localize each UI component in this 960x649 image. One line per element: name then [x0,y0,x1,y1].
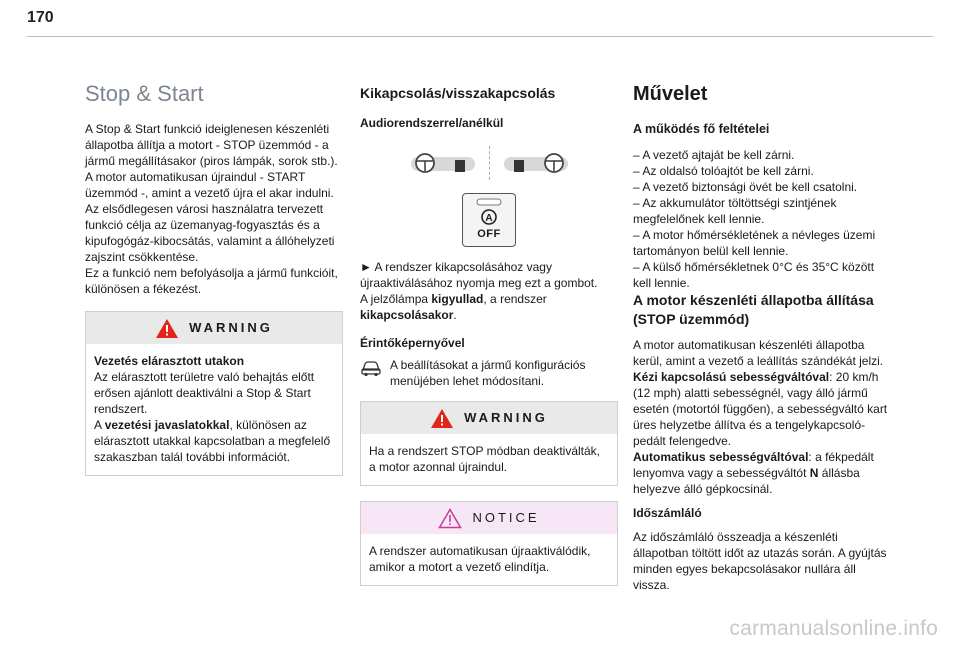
warning-title: WARNING [189,320,273,335]
section-title-deactivation: Kikapcsolás/visszakapcsolás [360,85,556,101]
automatic-gearbox-text: Automatikus sebességváltóval: a fékpedált lenyomva vagy a sebességváltót N állásba helyezve álló gépkocsinál. [633,450,874,496]
stop-start-off-button-illustration [360,193,618,247]
icon-separator [489,146,490,180]
stop-start-off-button[interactable] [462,193,516,247]
steering-wheel-left-icon [409,149,477,177]
condition-item: – A vezető ajtaját be kell zárni. [633,148,795,162]
stop-mode-title: A motor készenléti állapotba állítása (STOP üzemmód) [633,292,874,327]
warning-triangle-icon [430,408,454,429]
off-label: OFF [477,228,501,240]
condition-item: – A vezető biztonsági övét be kell csatolni. [633,180,858,194]
section-title-stop-start: Stop & Start [85,81,204,106]
section-title-operation: Művelet [633,83,708,105]
timer-title: Időszámláló [633,506,702,520]
warning-heading: Vezetés elárasztott utakon [94,354,245,368]
touchscreen-text: A beállításokat a jármű konfigurációs menüjében lehet módosítani. [390,358,586,388]
intro-paragraph-1: A Stop & Start funkció ideiglenesen készenléti állapotba állítja a motort - STOP üzemmód - a jármű megállításakor (piros lámpák, sorok stb.). A motor automatikusan újraindul - START üzemmód -, amint a vezető újra el akar indulni. [85,122,338,200]
condition-item: – Az oldalsó tolóajtót be kell zárni. [633,164,814,178]
warning-text-2: A vezetési javaslatokkal, különösen az elárasztott utakkal kapcsolatban a megfelelő szakaszban talál további információt. [94,418,331,464]
page-number: 170 [27,9,54,26]
warning-text-1: Az elárasztott területre való behajtás előtt erősen ajánlott deaktiválni a Stop & Start rendszert. [94,370,315,416]
column-operation [633,80,891,593]
indicator-lamp-icon [476,198,502,206]
warning-title: WARNING [464,410,548,425]
steering-wheel-icons [360,143,618,183]
condition-item: – Az akkumulátor töltöttségi szintjének megfelelőnek kell lennie. [633,196,837,226]
notice-body [361,534,617,585]
column-deactivation [360,80,618,586]
touchscreen-title: Érintőképernyővel [360,336,465,350]
deactivate-instruction: ► A rendszer kikapcsolásához vagy újraaktiválásához nyomja meg ezt a gombot. [360,260,598,290]
notice-box-reactivation [360,501,618,586]
warning-header [86,312,342,344]
stop-mode-intro: A motor automatikusan készenléti állapotba kerül, amint a vezető a leállítás szándékát jelzi. [633,338,884,368]
indicator-lamp-text: A jelzőlámpa kigyullad, a rendszer kikapcsolásakor. [360,292,547,322]
notice-header [361,502,617,534]
intro-paragraph-2: Az elsődlegesen városi használatra tervezett funkció célja az üzemanyag-fogyasztás és a kipufogógáz-kibocsátás, valamint a állóhelyzeti zajszint csökkentése. [85,202,335,264]
condition-item: – A külső hőmérsékletnek 0°C és 35°C között kell lennie. [633,260,875,290]
timer-text: Az időszámláló összeadja a készenléti állapotban töltött időt az utazás során. A gyújtás minden egyes bekapcsolásakor nullára áll vissza. [633,530,887,592]
manual-gearbox-text: Kézi kapcsolású sebességváltóval: 20 km/h (12 mph) alatti sebességnél, vagy álló jármű esetén (motortól függően), a sebességváltó kart üres helyzetbe állítva és a tengelykapcsoló-pedált felengedve. [633,370,888,448]
condition-item: – A motor hőmérsékletének a névleges üzemi tartományon belül kell lennie. [633,228,876,258]
warning-box-flooded-roads [85,311,343,476]
touchscreen-instruction [360,357,618,389]
warning-text: Ha a rendszert STOP módban deaktiválták, a motor azonnal újraindul. [369,444,601,474]
header-divider [27,36,933,37]
vehicle-config-icon [360,359,382,377]
intro-paragraph-3: Ez a funkció nem befolyásolja a jármű funkcióit, különösen a fékezést. [85,266,338,296]
conditions-list [633,147,891,291]
notice-title: NOTICE [472,510,540,525]
notice-text: A rendszer automatikusan újraaktiválódik, amikor a motort a vezető elindítja. [369,544,591,574]
warning-header [361,402,617,434]
warning-body [361,434,617,485]
auto-start-stop-icon [479,208,499,226]
conditions-title: A működés fő feltételei [633,122,770,136]
driving-advice-link: vezetési javaslatokkal [104,418,230,432]
watermark: carmanualsonline.info [729,617,938,640]
column-stop-start [85,80,343,476]
warning-box-restart [360,401,618,486]
subtitle-audio-system: Audiorendszerrel/anélkül [360,116,504,130]
warning-body [86,344,342,475]
steering-wheel-right-icon [502,149,570,177]
warning-triangle-icon [155,318,179,339]
notice-triangle-icon [438,508,462,529]
svg-text:A: A [485,213,493,224]
